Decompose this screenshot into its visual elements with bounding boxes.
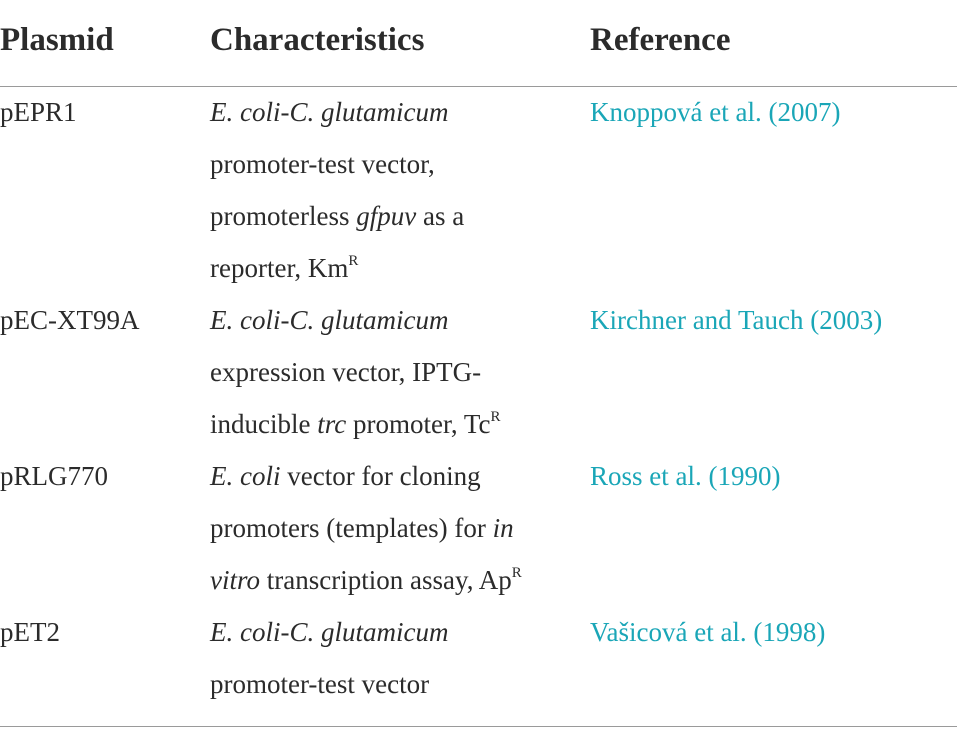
text-run: promoter-test vector, — [210, 149, 435, 179]
italic-text: in — [492, 513, 514, 543]
characteristics-cell — [210, 450, 522, 606]
italic-text: E. coli-C. glutamicum — [210, 97, 449, 127]
characteristics-line — [210, 554, 522, 606]
italic-text: E. coli-C. glutamicum — [210, 305, 449, 335]
text-run: promoter, Tc — [346, 409, 491, 439]
italic-text: vitro — [210, 565, 260, 595]
text-run: expression vector, IPTG- — [210, 357, 482, 387]
text-run: as a — [416, 201, 465, 231]
characteristics-line — [210, 294, 501, 346]
text-run: promoter-test vector — [210, 669, 430, 699]
text-run: promoters (templates) for — [210, 513, 493, 543]
superscript: R — [511, 565, 522, 581]
characteristics-line — [210, 502, 522, 554]
plasmid-name: pEC-XT99A — [0, 305, 140, 335]
characteristics-line — [210, 450, 522, 502]
table-header — [0, 0, 957, 87]
text-run: transcription assay, Ap — [260, 565, 512, 595]
italic-text: E. coli — [210, 461, 281, 491]
characteristics-line — [210, 242, 464, 294]
characteristics-cell — [210, 294, 501, 450]
plasmid-name: pEPR1 — [0, 97, 77, 127]
characteristics-line — [210, 190, 464, 242]
plasmid-name: pET2 — [0, 617, 60, 647]
italic-text: trc — [317, 409, 347, 439]
header-reference: Reference — [590, 22, 731, 58]
characteristics-line — [210, 138, 464, 190]
text-run: promoterless — [210, 201, 357, 231]
header-plasmid: Plasmid — [0, 22, 114, 58]
header-characteristics: Characteristics — [210, 22, 425, 58]
reference-link[interactable]: Vašicová et al. (1998) — [590, 617, 826, 647]
characteristics-cell — [210, 86, 464, 294]
characteristics-line — [210, 86, 464, 138]
superscript: R — [348, 253, 359, 269]
text-run: reporter, Km — [210, 253, 349, 283]
italic-text: gfpuv — [356, 201, 417, 231]
reference-link[interactable]: Kirchner and Tauch (2003) — [590, 305, 883, 335]
characteristics-line — [210, 658, 448, 710]
plasmid-name: pRLG770 — [0, 461, 108, 491]
characteristics-line — [210, 606, 448, 658]
text-run: inducible — [210, 409, 318, 439]
superscript: R — [490, 409, 501, 425]
characteristics-line — [210, 346, 501, 398]
reference-link[interactable]: Knoppová et al. (2007) — [590, 97, 841, 127]
reference-link[interactable]: Ross et al. (1990) — [590, 461, 781, 491]
characteristics-cell — [210, 606, 448, 710]
italic-text: E. coli-C. glutamicum — [210, 617, 449, 647]
text-run: vector for cloning — [280, 461, 481, 491]
characteristics-line — [210, 398, 501, 450]
table-bottom-rule — [0, 726, 957, 727]
